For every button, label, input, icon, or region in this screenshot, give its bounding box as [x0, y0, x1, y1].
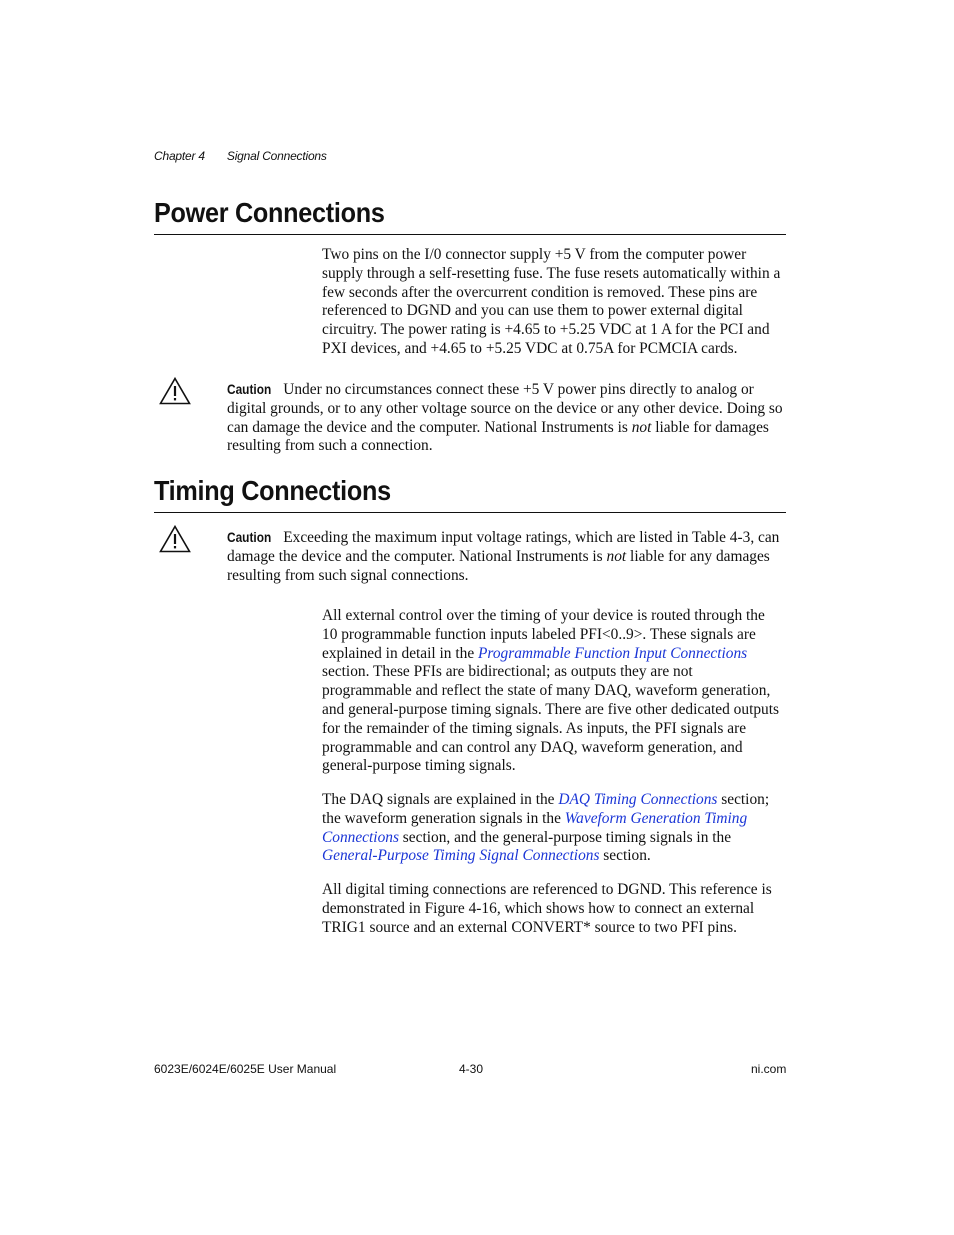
heading-rule: [154, 234, 786, 235]
text-span: section.: [599, 847, 651, 865]
footer-website: ni.com: [751, 1062, 787, 1076]
waveform-timing-link[interactable]: Waveform Generation Timing Connections: [322, 809, 748, 846]
daq-timing-link[interactable]: DAQ Timing Connections: [558, 791, 718, 808]
caution-emphasis: not: [606, 547, 627, 565]
footer-manual-title: 6023E/6024E/6025E User Manual: [154, 1062, 337, 1076]
timing-paragraph-2: [322, 791, 784, 866]
caution-text-end: liable for any damages resulting from such signal connections.: [227, 547, 770, 584]
text-span: section. These PFIs are bidirectional; as outputs they are not programmable and reflect the state of many DAQ, waveform generation, and general-purpose timing signals. There are five other dedicated outputs for the remainder of the timing signals. As inputs, the PFI signals are programmable and can control any DAQ, waveform generation, and general-purpose timing signals.: [322, 663, 780, 775]
section-label: Signal Connections: [226, 149, 327, 163]
caution-text-end: liable for damages resulting from such a connection.: [227, 418, 769, 455]
power-caution: [227, 381, 787, 456]
chapter-label: Chapter 4: [154, 149, 205, 163]
caution-text-start: Under no circumstances connect these +5 V power pins directly to analog or digital grounds, or to any other voltage source on the device or any other device. Doing so can damage the device and the computer. National Instruments is: [227, 381, 783, 436]
caution-label: Caution: [227, 530, 272, 545]
general-purpose-timing-link[interactable]: General-Purpose Timing Signal Connections: [322, 847, 600, 865]
text-span: section; the waveform generation signals in the: [322, 791, 770, 827]
timing-paragraph-1: [322, 607, 784, 776]
footer-page-number: 4-30: [459, 1062, 484, 1076]
running-header: [154, 149, 327, 163]
timing-connections-heading: Timing Connections: [154, 475, 391, 506]
caution-emphasis: not: [631, 418, 652, 436]
timing-paragraph-3: All digital timing connections are referenced to DGND. This reference is demonstrated in Figure 4-16, which shows how to connect an external TRIG1 source and an external CONVERT* source to two PFI pins.: [322, 881, 772, 936]
power-paragraph: Two pins on the I/0 connector supply +5 V from the computer power supply through a self-resetting fuse. The fuse resets automatically within a few seconds after the overcurrent condition is removed. These pins are referenced to DGND and you can use them to power external digital circuitry. The power rating is +4.65 to +5.25 VDC at 1 A for the PCI and PXI devices, and +4.65 to +5.25 VDC at 0.75A for PCMCIA cards.: [322, 246, 781, 357]
text-span: The DAQ signals are explained in the: [322, 791, 559, 808]
pfi-connections-link[interactable]: Programmable Function Input Connections: [478, 644, 748, 662]
timing-caution: [227, 529, 787, 585]
caution-text-start: Exceeding the maximum input voltage ratings, which are listed in Table 4-3, can damage the device and the computer. National Instruments is: [227, 529, 780, 565]
text-span: All external control over the timing of your device is routed through the 10 programmable function inputs labeled PFI<0..9>. These signals are explained in detail in the: [322, 607, 765, 662]
caution-label: Caution: [227, 382, 272, 397]
text-span: section, and the general-purpose timing signals in the: [398, 828, 732, 846]
warning-triangle-icon: [159, 377, 191, 405]
warning-triangle-icon: [159, 525, 191, 553]
heading-rule: [154, 512, 786, 513]
power-connections-heading: Power Connections: [154, 197, 385, 228]
